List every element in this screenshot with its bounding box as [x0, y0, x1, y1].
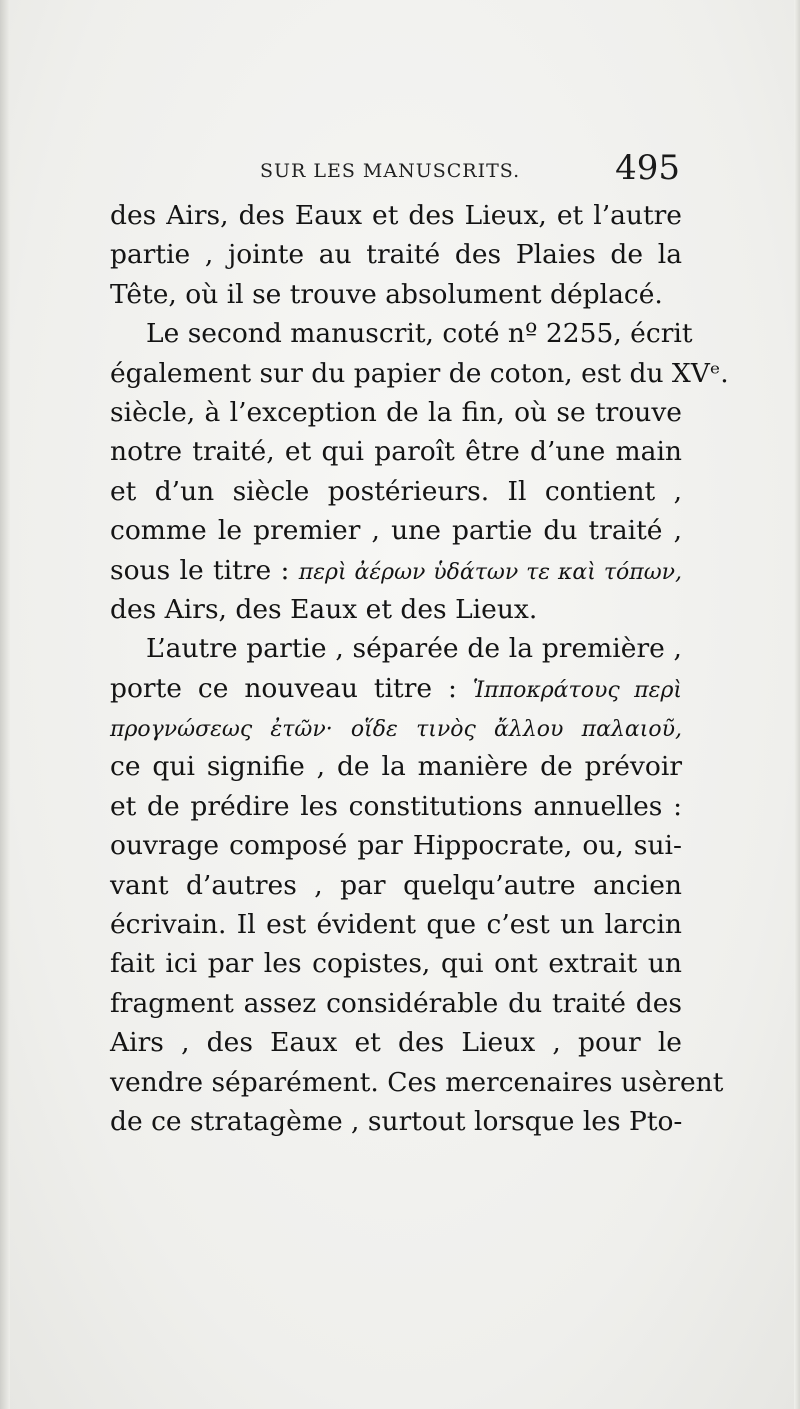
greek-title: προγνώσεως ἐτῶν· οἵδε τινὸς ἄλλου παλαιοῦ, [110, 717, 682, 743]
page-right-edge [794, 0, 800, 1409]
text-line: Le second manuscrit, coté nº 2255, écrit [146, 318, 693, 350]
page-header [110, 150, 680, 200]
text-line: Tête, où il se trouve absolument déplacé. [110, 278, 663, 310]
text-line: fragment assez considérable du traité des [110, 987, 682, 1019]
text-line: et de prédire les constitutions annuelles : [110, 790, 682, 822]
text-line: sous le titre : περὶ ἀέρων ὑδάτων τε καὶ τόπων, [110, 554, 682, 586]
text-line: fait ici par les copistes, qui ont extrait un [110, 948, 682, 980]
text-line: vendre séparément. Ces mercenaires usèrent [110, 1066, 724, 1098]
page-number: 495 [615, 148, 680, 188]
greek-title: Ἱπποκράτους περὶ [472, 677, 682, 703]
text-line: siècle, à l’exception de la fin, où se trouve [110, 396, 682, 428]
text-line: des Airs, des Eaux et des Lieux, et l’autre [110, 200, 682, 231]
text-line [110, 708, 682, 747]
text-line: des Airs, des Eaux et des Lieux. [110, 593, 538, 625]
text-line: ce qui signifie , de la manière de prévoir [110, 751, 682, 783]
text-line: ouvrage composé par Hippocrate, ou, sui- [110, 830, 682, 862]
text-line: L’autre partie , séparée de la première , [146, 633, 682, 665]
page-left-edge [0, 0, 10, 1409]
text-line: également sur du papier de coton, est du XVᵉ. [110, 357, 729, 389]
running-head: SUR LES MANUSCRITS. [260, 160, 521, 182]
text-line: partie , jointe au traité des Plaies de la [110, 239, 682, 271]
text-line: porte ce nouveau titre : Ἱπποκράτους περὶ [110, 672, 682, 704]
text-line: notre traité, et qui paroît être d’une main [110, 436, 682, 468]
text-line: vant d’autres , par quelqu’autre ancien [110, 869, 682, 901]
text-line: Airs , des Eaux et des Lieux , pour le [110, 1027, 682, 1059]
text-line: comme le premier , une partie du traité , [110, 515, 682, 547]
body-text [110, 196, 729, 1141]
greek-title: περὶ ἀέρων ὑδάτων τε καὶ τόπων, [298, 559, 682, 585]
text-line: de ce stratagème , surtout lorsque les Pto- [110, 1105, 683, 1137]
text-line: écrivain. Il est évident que c’est un larcin [110, 909, 682, 941]
text-line: et d’un siècle postérieurs. Il contient , [110, 475, 682, 507]
